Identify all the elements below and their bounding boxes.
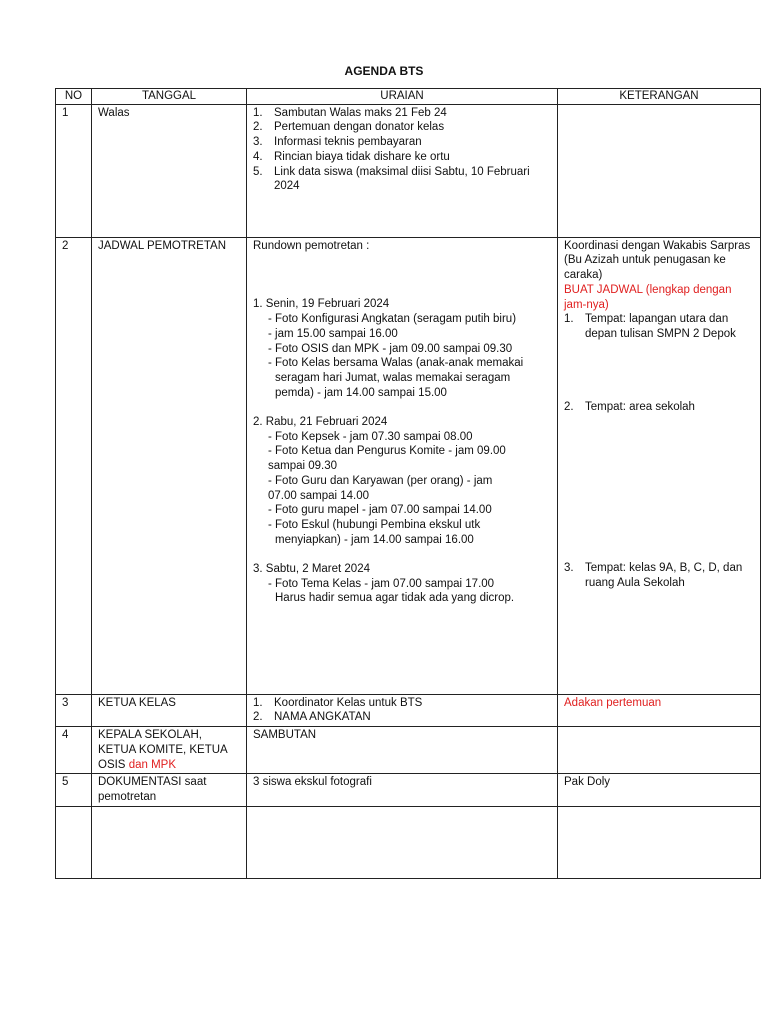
day1-item: - Foto Konfigurasi Angkatan (seragam putih biru) [268, 313, 517, 326]
day2-item: sampai 09.30 [268, 460, 338, 473]
day3-item: Harus hadir semua agar tidak ada yang dicrop. [275, 592, 515, 605]
row-uraian: 3 siswa ekskul fotografi [247, 774, 558, 806]
row-uraian [247, 237, 558, 694]
row-keterangan [558, 237, 761, 694]
list-item: 2. Pertemuan dengan donator kelas [253, 121, 445, 134]
row-no: 5 [56, 774, 92, 806]
row-no: 3 [56, 694, 92, 726]
list-item: 2. NAMA ANGKATAN [253, 711, 371, 724]
row-uraian [247, 806, 558, 878]
day2-item: - Foto Ketua dan Pengurus Komite - jam 09.00 [268, 445, 506, 458]
table-row [56, 104, 761, 237]
table-row [56, 774, 761, 806]
day1-item: - Foto Kelas bersama Walas (anak-anak memakai [268, 357, 524, 370]
day1-item: pemda) - jam 14.00 sampai 15.00 [275, 386, 447, 399]
row-tanggal: KETUA KELAS [92, 694, 247, 726]
row-keterangan: Adakan pertemuan [558, 694, 761, 726]
keterangan-intro: Koordinasi dengan Wakabis Sarpras (Bu Azizah untuk penugasan ke caraka) [564, 239, 751, 282]
header-no: NO [56, 89, 92, 105]
day2-item: - Foto Guru dan Karyawan (per orang) - jam [268, 474, 493, 487]
row-keterangan [558, 104, 761, 237]
day3-title: 3. Sabtu, 2 Maret 2024 [253, 563, 370, 576]
keterangan-red-note: BUAT JADWAL (lengkap dengan jam-nya) [564, 283, 732, 311]
day2-item: menyiapkan) - jam 14.00 sampai 16.00 [275, 533, 474, 546]
day2-item: - Foto Eskul (hubungi Pembina ekskul utk [268, 518, 481, 531]
day2-title: 2. Rabu, 21 Februari 2024 [253, 416, 388, 429]
day1-item: seragam hari Jumat, walas memakai seragam [275, 371, 511, 384]
header-uraian: URAIAN [247, 89, 558, 105]
row-uraian [247, 694, 558, 726]
day2-item: - Foto Kepsek - jam 07.30 sampai 08.00 [268, 430, 473, 443]
uraian-list [253, 106, 551, 194]
row-tanggal [92, 806, 247, 878]
day1-title: 1. Senin, 19 Februari 2024 [253, 298, 390, 311]
row-keterangan: Pak Doly [558, 774, 761, 806]
day3-item: - Foto Tema Kelas - jam 07.00 sampai 17.00 [268, 577, 495, 590]
list-item: 1. Sambutan Walas maks 21 Feb 24 [253, 106, 447, 119]
list-item: 1. Tempat: lapangan utara dan depan tulisan SMPN 2 Depok [564, 313, 736, 340]
list-item: 3. Tempat: kelas 9A, B, C, D, dan ruang Aula Sekolah [564, 562, 743, 590]
row-keterangan [558, 806, 761, 878]
keterangan-list [564, 312, 754, 591]
row-no [56, 806, 92, 878]
header-tanggal: TANGGAL [92, 89, 247, 105]
row-tanggal: JADWAL PEMOTRETAN [92, 237, 247, 694]
table-row [56, 727, 761, 774]
rundown-label: Rundown pemotretan : [253, 239, 370, 252]
agenda-table [55, 88, 761, 879]
page-title: AGENDA BTS [344, 64, 424, 78]
row-keterangan [558, 727, 761, 774]
row-no: 4 [56, 727, 92, 774]
table-row [56, 694, 761, 726]
header-keterangan: KETERANGAN [558, 89, 761, 105]
row-uraian [247, 104, 558, 237]
list-item: 3. Informasi teknis pembayaran [253, 136, 422, 149]
day1-item: - jam 15.00 sampai 16.00 [268, 327, 398, 340]
list-item: 5. Link data siswa (maksimal diisi Sabtu, 10 Februari 2024 [253, 165, 530, 193]
list-item: 2. Tempat: area sekolah [564, 400, 695, 413]
table-row [56, 806, 761, 878]
table-row [56, 237, 761, 694]
tanggal-red-note: dan MPK [128, 758, 176, 771]
list-item: 1. Koordinator Kelas untuk BTS [253, 696, 423, 709]
row-no: 2 [56, 237, 92, 694]
day2-item: 07.00 sampai 14.00 [268, 489, 370, 502]
row-tanggal: DOKUMENTASI saat pemotretan [92, 774, 247, 806]
table-header-row [56, 89, 761, 105]
row-tanggal: KEPALA SEKOLAH, KETUA KOMITE, KETUA OSIS dan MPK [92, 727, 247, 774]
row-uraian: SAMBUTAN [247, 727, 558, 774]
list-item: 4. Rincian biaya tidak dishare ke ortu [253, 150, 450, 163]
row-tanggal: Walas [92, 104, 247, 237]
day1-item: - Foto OSIS dan MPK - jam 09.00 sampai 09.30 [268, 342, 513, 355]
uraian-list [253, 696, 551, 725]
row-no: 1 [56, 104, 92, 237]
day2-item: - Foto guru mapel - jam 07.00 sampai 14.00 [268, 504, 492, 517]
